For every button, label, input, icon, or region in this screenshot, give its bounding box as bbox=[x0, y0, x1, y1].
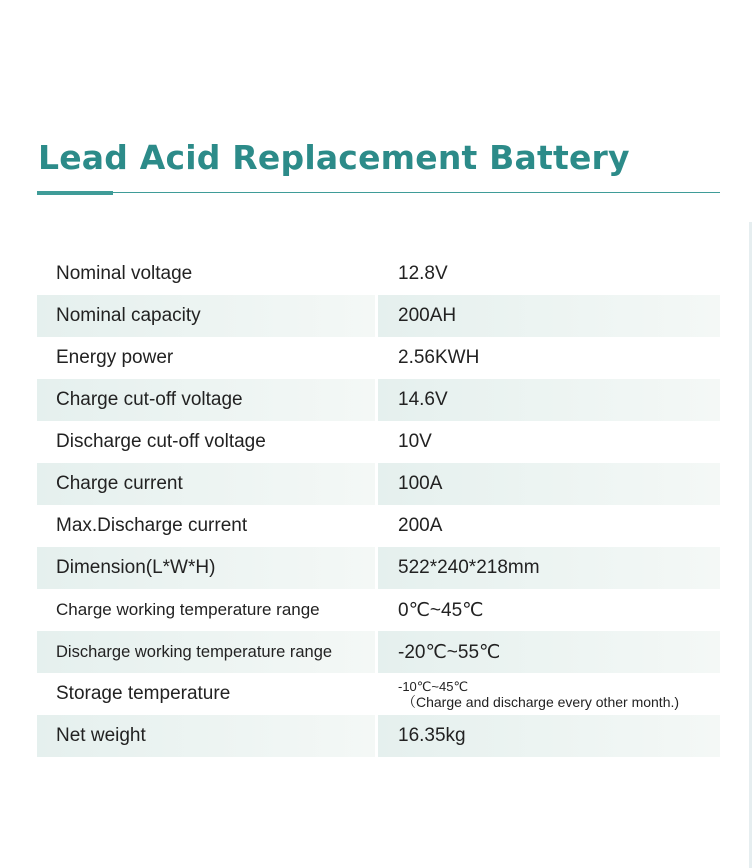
spec-label: Discharge cut-off voltage bbox=[56, 431, 266, 452]
spec-value: 16.35kg bbox=[378, 715, 720, 757]
spec-row-discharge-working-temperature bbox=[37, 631, 720, 673]
page-title: Lead Acid Replacement Battery bbox=[38, 138, 630, 177]
spec-row-nominal-capacity bbox=[37, 295, 720, 337]
spec-row-net-weight bbox=[37, 715, 720, 757]
spec-label: Dimension(L*W*H) bbox=[37, 547, 375, 589]
spec-label: Net weight bbox=[37, 715, 375, 757]
spec-table bbox=[37, 253, 720, 757]
spec-label: Charge working temperature range bbox=[56, 600, 320, 619]
spec-value: 200AH bbox=[378, 295, 720, 337]
spec-row-charge-current bbox=[37, 463, 720, 505]
spec-label: Charge current bbox=[37, 463, 375, 505]
spec-value: 2.56KWH bbox=[398, 347, 480, 368]
spec-value: 0℃~45℃ bbox=[398, 599, 484, 621]
title-divider bbox=[37, 192, 720, 193]
spec-label: Storage temperature bbox=[56, 683, 231, 704]
spec-label: Energy power bbox=[56, 347, 174, 368]
title-accent-bar bbox=[37, 191, 113, 195]
spec-row-dimension bbox=[37, 547, 720, 589]
spec-label: Max.Discharge current bbox=[56, 515, 248, 536]
spec-value bbox=[378, 673, 720, 715]
spec-value: 10V bbox=[398, 431, 432, 452]
spec-row-storage-temperature bbox=[37, 673, 720, 715]
spec-value: 100A bbox=[378, 463, 720, 505]
spec-value: -20℃~55℃ bbox=[378, 631, 720, 673]
spec-label: Nominal voltage bbox=[56, 263, 193, 284]
spec-label: Charge cut-off voltage bbox=[37, 379, 375, 421]
spec-row-charge-working-temperature bbox=[37, 589, 720, 631]
spec-value: 14.6V bbox=[378, 379, 720, 421]
spec-label: Nominal capacity bbox=[37, 295, 375, 337]
spec-value: 200A bbox=[398, 515, 443, 536]
spec-row-nominal-voltage bbox=[37, 253, 720, 295]
spec-row-charge-cutoff-voltage bbox=[37, 379, 720, 421]
spec-row-discharge-cutoff-voltage bbox=[37, 421, 720, 463]
spec-value: 522*240*218mm bbox=[378, 547, 720, 589]
storage-temperature-note: （Charge and discharge every other month.) bbox=[402, 693, 680, 710]
storage-temperature-range: -10℃~45℃ bbox=[398, 678, 469, 694]
spec-value: 12.8V bbox=[398, 263, 448, 284]
spec-row-energy-power bbox=[37, 337, 720, 379]
spec-label: Discharge working temperature range bbox=[37, 631, 375, 673]
spec-row-max-discharge-current bbox=[37, 505, 720, 547]
